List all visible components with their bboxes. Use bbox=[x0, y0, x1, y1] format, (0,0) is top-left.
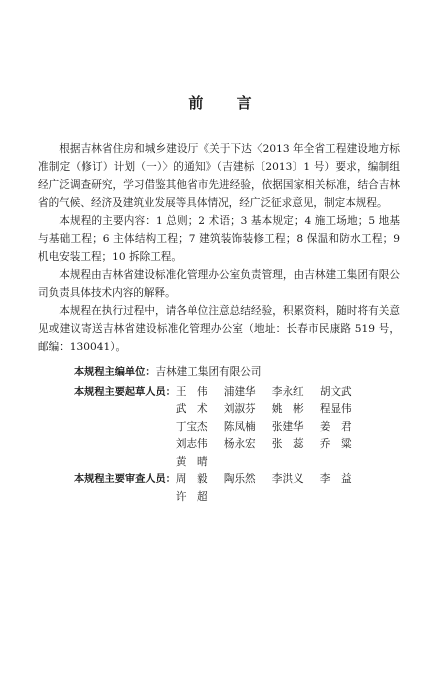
page-title: 前 言 bbox=[188, 94, 266, 112]
drafter-name: 王 伟 bbox=[175, 385, 208, 398]
drafter-name: 李永红 bbox=[271, 385, 304, 398]
reviewer-name: 许 超 bbox=[175, 490, 208, 503]
drafter-name: 刘淑芬 bbox=[223, 403, 256, 415]
editor-row bbox=[74, 364, 368, 382]
drafter-name: 胡文武 bbox=[319, 385, 352, 398]
drafter-name: 浦建华 bbox=[223, 385, 256, 398]
reviewers-row bbox=[74, 471, 368, 506]
reviewers-list bbox=[176, 471, 368, 506]
drafter-name: 黄 晴 bbox=[175, 455, 208, 468]
drafter-name: 程显伟 bbox=[319, 403, 352, 415]
drafter-name: 武 术 bbox=[175, 403, 208, 415]
drafters-label: 本规程主要起草人员： bbox=[74, 386, 176, 398]
drafter-name: 丁宝杰 bbox=[175, 420, 208, 433]
editor-value: 吉林建工集团有限公司 bbox=[155, 366, 262, 378]
editor-label: 本规程主编单位： bbox=[74, 367, 156, 378]
drafter-name: 姚 彬 bbox=[271, 403, 304, 415]
reviewer-name: 李洪义 bbox=[271, 473, 304, 485]
drafter-name: 乔 粱 bbox=[319, 438, 352, 450]
reviewer-name: 周 毅 bbox=[175, 473, 208, 485]
paragraph-contents: 本规程的主要内容：1 总则；2 术语；3 基本规定；4 施工场地；5 地基与基础工程；6 主体结构工程；7 建筑装饰装修工程；8 保温和防水工程；9 机电安装工程；10 拆除工程。 bbox=[38, 215, 400, 263]
drafter-name: 杨永宏 bbox=[223, 438, 256, 450]
drafter-name: 姜 君 bbox=[319, 420, 352, 433]
reviewer-name: 陶乐然 bbox=[223, 473, 256, 485]
paragraph-feedback: 本规程在执行过程中，请各单位注意总结经验，积累资料，随时将有关意见或建议寄送吉林省建设标准化管理办公室（地址：长春市民康路 519 号，邮编：130041）。 bbox=[38, 305, 400, 353]
drafters-row bbox=[74, 384, 368, 472]
reviewers-label: 本规程主要审查人员： bbox=[74, 474, 176, 485]
paragraph-management: 本规程由吉林省建设标准化管理办公室负责管理，由吉林建工集团有限公司负责具体技术内容的解释。 bbox=[38, 269, 400, 299]
drafters-list bbox=[176, 384, 368, 472]
foreword-body bbox=[38, 140, 400, 356]
drafter-name: 张 蕊 bbox=[271, 438, 304, 450]
drafter-name: 刘志伟 bbox=[175, 438, 208, 450]
reviewer-name: 李 益 bbox=[319, 473, 352, 485]
credits-block bbox=[74, 364, 368, 506]
drafter-name: 陈凤楠 bbox=[223, 420, 256, 433]
drafter-name: 张建华 bbox=[271, 420, 304, 433]
paragraph-basis: 根据吉林省住房和城乡建设厅《关于下达〈2013 年全省工程建设地方标准制定（修订）计划（一）〉的通知》（吉建标〔2013〕1 号）要求，编制组经广泛调查研究，学习借鉴其他省市先进经验，依据国家相关标准，结合吉林省的气候、经济及建筑业发展等具体情况，经广泛征求意见，制定本规程。 bbox=[38, 143, 400, 209]
